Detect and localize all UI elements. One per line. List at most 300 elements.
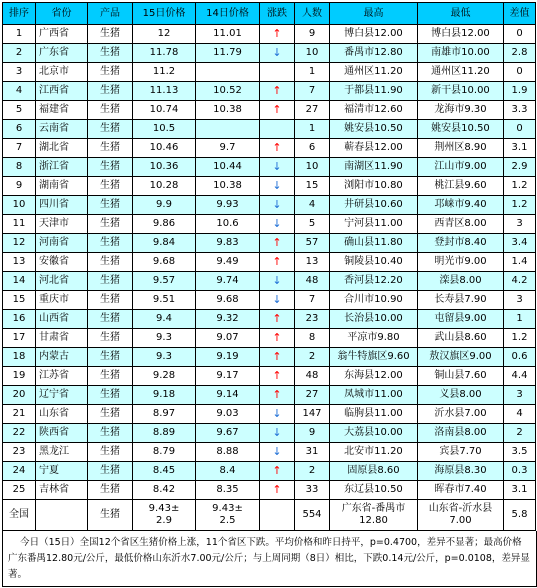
- low-cell: 姚安县10.50: [418, 120, 504, 139]
- rank-cell: 3: [3, 63, 36, 82]
- diff-cell: 1.9: [504, 82, 536, 101]
- price-15-cell: 9.68: [133, 253, 196, 272]
- low-cell: 桃江县9.60: [418, 177, 504, 196]
- price-14-cell: 8.88: [196, 443, 260, 462]
- arrow-down-icon: ↓: [272, 178, 282, 192]
- table-row: [3, 329, 536, 348]
- rank-cell: 21: [3, 405, 36, 424]
- total-price-14-mean: 9.43±: [212, 503, 243, 514]
- rank-cell: 11: [3, 215, 36, 234]
- price-15-cell: 9.9: [133, 196, 196, 215]
- diff-cell: 4.4: [504, 367, 536, 386]
- col-header-diff: 差值: [504, 3, 536, 25]
- product-cell: 生猪: [88, 348, 133, 367]
- trend-cell: [260, 291, 295, 310]
- arrow-up-icon: ↑: [272, 235, 282, 249]
- high-cell: 长治县10.00: [330, 310, 418, 329]
- province-cell: 江西省: [36, 82, 88, 101]
- arrow-up-icon: ↑: [272, 26, 282, 40]
- province-cell: 安徽省: [36, 253, 88, 272]
- arrow-up-icon: ↑: [272, 254, 282, 268]
- product-cell: 生猪: [88, 462, 133, 481]
- high-cell: 宁河县11.00: [330, 215, 418, 234]
- high-cell: 蕲春县12.00: [330, 139, 418, 158]
- low-cell: 铜山县7.60: [418, 367, 504, 386]
- low-cell: 敖汉旗区9.00: [418, 348, 504, 367]
- low-cell: 荆州区8.90: [418, 139, 504, 158]
- rank-cell: 6: [3, 120, 36, 139]
- total-price-14-sd: 2.5: [219, 515, 236, 526]
- product-cell: 生猪: [88, 177, 133, 196]
- arrow-down-icon: ↓: [272, 159, 282, 173]
- price-15-cell: 9.4: [133, 310, 196, 329]
- price-15-cell: 10.36: [133, 158, 196, 177]
- province-cell: 内蒙古: [36, 348, 88, 367]
- trend-cell: [260, 215, 295, 234]
- rank-cell: 23: [3, 443, 36, 462]
- total-high-price: 12.80: [359, 515, 388, 526]
- people-cell: 7: [295, 82, 330, 101]
- price-15-cell: 9.18: [133, 386, 196, 405]
- price-15-cell: 10.46: [133, 139, 196, 158]
- rank-cell: 16: [3, 310, 36, 329]
- province-cell: 甘肃省: [36, 329, 88, 348]
- high-cell: 浏阳市10.80: [330, 177, 418, 196]
- diff-cell: 0.6: [504, 348, 536, 367]
- price-15-cell: 8.97: [133, 405, 196, 424]
- product-cell: 生猪: [88, 25, 133, 44]
- price-14-cell: 10.38: [196, 101, 260, 120]
- price-15-cell: 9.84: [133, 234, 196, 253]
- arrow-up-icon: ↑: [272, 463, 282, 477]
- product-cell: 生猪: [88, 329, 133, 348]
- province-cell: 黑龙江: [36, 443, 88, 462]
- province-cell: 吉林省: [36, 481, 88, 500]
- low-cell: 南雄市10.00: [418, 44, 504, 63]
- price-report: [2, 2, 535, 587]
- trend-cell: [260, 120, 295, 139]
- price-15-cell: 12: [133, 25, 196, 44]
- people-cell: 7: [295, 291, 330, 310]
- trend-cell: [260, 158, 295, 177]
- rank-cell: 5: [3, 101, 36, 120]
- arrow-up-icon: ↑: [272, 349, 282, 363]
- price-14-cell: 9.83: [196, 234, 260, 253]
- product-cell: 生猪: [88, 424, 133, 443]
- total-high-place: 广东省-番禺市: [341, 503, 406, 514]
- product-cell: 生猪: [88, 481, 133, 500]
- summary-note: 今日（15日）全国12个省区生猪价格上涨，11个省区下跌。平均价格和昨日持平，p=0.4700，差异不显著；最高价格广东番禺12.80元/公斤，最低价格山东沂水7.00元/公斤；与上周同期（8日）相比，下跌0.14元/公斤，p=0.0108，差异显著。: [2, 531, 537, 587]
- people-cell: 57: [295, 234, 330, 253]
- province-cell: 辽宁省: [36, 386, 88, 405]
- price-15-cell: 9.86: [133, 215, 196, 234]
- total-price-15: [133, 500, 196, 531]
- product-cell: 生猪: [88, 196, 133, 215]
- total-diff: 5.8: [504, 500, 536, 531]
- low-cell: 通州区11.20: [418, 63, 504, 82]
- total-label: 全国: [3, 500, 36, 531]
- people-cell: 13: [295, 253, 330, 272]
- product-cell: 生猪: [88, 367, 133, 386]
- table-row: [3, 177, 536, 196]
- people-cell: 10: [295, 44, 330, 63]
- price-15-cell: 9.3: [133, 329, 196, 348]
- arrow-down-icon: ↓: [272, 406, 282, 420]
- trend-cell: [260, 177, 295, 196]
- high-cell: 铜陵县10.40: [330, 253, 418, 272]
- low-cell: 长寿县7.90: [418, 291, 504, 310]
- province-cell: 广西省: [36, 25, 88, 44]
- total-low-price: 7.00: [449, 515, 472, 526]
- rank-cell: 18: [3, 348, 36, 367]
- product-cell: 生猪: [88, 234, 133, 253]
- diff-cell: 3.1: [504, 139, 536, 158]
- table-row: [3, 462, 536, 481]
- trend-cell: [260, 405, 295, 424]
- people-cell: 6: [295, 139, 330, 158]
- rank-cell: 24: [3, 462, 36, 481]
- low-cell: 博白县12.00: [418, 25, 504, 44]
- total-price-14: [196, 500, 260, 531]
- total-low-place: 山东省-沂水县: [428, 503, 493, 514]
- people-cell: 33: [295, 481, 330, 500]
- arrow-up-icon: ↑: [272, 140, 282, 154]
- trend-cell: [260, 348, 295, 367]
- low-cell: 海原县8.30: [418, 462, 504, 481]
- total-trend-cell: [260, 500, 295, 531]
- people-cell: 2: [295, 348, 330, 367]
- rank-cell: 15: [3, 291, 36, 310]
- price-14-cell: 9.49: [196, 253, 260, 272]
- people-cell: 4: [295, 196, 330, 215]
- diff-cell: 4.2: [504, 272, 536, 291]
- rank-cell: 8: [3, 158, 36, 177]
- header-row: [3, 3, 536, 25]
- low-cell: 龙海市9.30: [418, 101, 504, 120]
- arrow-up-icon: ↑: [272, 387, 282, 401]
- total-product: 生猪: [88, 500, 133, 531]
- trend-cell: [260, 443, 295, 462]
- table-row: [3, 443, 536, 462]
- high-cell: 博白县12.00: [330, 25, 418, 44]
- table-row: [3, 481, 536, 500]
- trend-cell: [260, 329, 295, 348]
- col-header-high: 最高: [330, 3, 418, 25]
- price-15-cell: 9.3: [133, 348, 196, 367]
- people-cell: 147: [295, 405, 330, 424]
- col-header-price-14: 14日价格: [196, 3, 260, 25]
- price-15-cell: 8.79: [133, 443, 196, 462]
- price-14-cell: 10.52: [196, 82, 260, 101]
- arrow-up-icon: ↑: [272, 102, 282, 116]
- province-cell: 江苏省: [36, 367, 88, 386]
- low-cell: 沂水县7.00: [418, 405, 504, 424]
- arrow-up-icon: ↑: [272, 311, 282, 325]
- high-cell: 翁牛特旗区9.60: [330, 348, 418, 367]
- high-cell: 平凉市9.80: [330, 329, 418, 348]
- low-cell: 义县8.00: [418, 386, 504, 405]
- rank-cell: 25: [3, 481, 36, 500]
- high-cell: 凤城市11.00: [330, 386, 418, 405]
- price-14-cell: 9.67: [196, 424, 260, 443]
- province-cell: 陕西省: [36, 424, 88, 443]
- high-cell: 固原县8.60: [330, 462, 418, 481]
- col-header-low: 最低: [418, 3, 504, 25]
- table-row: [3, 348, 536, 367]
- low-cell: 洛南县8.00: [418, 424, 504, 443]
- rank-cell: 9: [3, 177, 36, 196]
- arrow-down-icon: ↓: [272, 273, 282, 287]
- product-cell: 生猪: [88, 101, 133, 120]
- price-15-cell: 8.89: [133, 424, 196, 443]
- price-14-cell: 9.14: [196, 386, 260, 405]
- product-cell: 生猪: [88, 272, 133, 291]
- people-cell: 9: [295, 25, 330, 44]
- rank-cell: 12: [3, 234, 36, 253]
- rank-cell: 19: [3, 367, 36, 386]
- trend-cell: [260, 424, 295, 443]
- low-cell: 明光市9.00: [418, 253, 504, 272]
- price-14-cell: [196, 120, 260, 139]
- price-14-cell: 10.6: [196, 215, 260, 234]
- trend-cell: [260, 386, 295, 405]
- province-cell: 河北省: [36, 272, 88, 291]
- diff-cell: 2: [504, 424, 536, 443]
- arrow-down-icon: ↓: [272, 292, 282, 306]
- col-header-price-15: 15日价格: [133, 3, 196, 25]
- price-table: [2, 2, 536, 531]
- high-cell: 姚安县10.50: [330, 120, 418, 139]
- price-14-cell: 9.03: [196, 405, 260, 424]
- arrow-up-icon: ↑: [272, 83, 282, 97]
- diff-cell: 0: [504, 120, 536, 139]
- diff-cell: 1: [504, 310, 536, 329]
- table-row: [3, 215, 536, 234]
- high-cell: 番禺市12.80: [330, 44, 418, 63]
- trend-cell: [260, 63, 295, 82]
- diff-cell: 0: [504, 63, 536, 82]
- low-cell: 宾县7.70: [418, 443, 504, 462]
- people-cell: 15: [295, 177, 330, 196]
- table-row: [3, 101, 536, 120]
- people-cell: 9: [295, 424, 330, 443]
- diff-cell: 3.4: [504, 234, 536, 253]
- col-header-trend: 涨跌: [260, 3, 295, 25]
- product-cell: 生猪: [88, 215, 133, 234]
- arrow-up-icon: ↑: [272, 368, 282, 382]
- table-row: [3, 424, 536, 443]
- high-cell: 临朐县11.00: [330, 405, 418, 424]
- high-cell: 于都县11.90: [330, 82, 418, 101]
- total-price-15-mean: 9.43±: [148, 503, 180, 514]
- people-cell: 23: [295, 310, 330, 329]
- people-cell: 1: [295, 120, 330, 139]
- diff-cell: 1.2: [504, 177, 536, 196]
- price-14-cell: [196, 63, 260, 82]
- trend-cell: [260, 272, 295, 291]
- high-cell: 东海县12.00: [330, 367, 418, 386]
- arrow-down-icon: ↓: [272, 444, 282, 458]
- rank-cell: 4: [3, 82, 36, 101]
- price-15-cell: 10.74: [133, 101, 196, 120]
- rank-cell: 1: [3, 25, 36, 44]
- province-cell: 河南省: [36, 234, 88, 253]
- diff-cell: 3: [504, 215, 536, 234]
- table-row: [3, 196, 536, 215]
- province-cell: 北京市: [36, 63, 88, 82]
- diff-cell: 3.1: [504, 481, 536, 500]
- price-14-cell: 9.19: [196, 348, 260, 367]
- product-cell: 生猪: [88, 291, 133, 310]
- price-15-cell: 11.13: [133, 82, 196, 101]
- price-15-cell: 11.2: [133, 63, 196, 82]
- trend-cell: [260, 25, 295, 44]
- price-15-cell: 9.57: [133, 272, 196, 291]
- diff-cell: 1.2: [504, 329, 536, 348]
- province-cell: 宁夏: [36, 462, 88, 481]
- low-cell: 西青区8.00: [418, 215, 504, 234]
- arrow-down-icon: ↓: [272, 425, 282, 439]
- people-cell: 10: [295, 158, 330, 177]
- total-row: [3, 500, 536, 531]
- high-cell: 合川市10.90: [330, 291, 418, 310]
- high-cell: 福清市12.60: [330, 101, 418, 120]
- total-price-15-sd: 2.9: [156, 515, 172, 526]
- arrow-down-icon: ↓: [272, 197, 282, 211]
- trend-cell: [260, 101, 295, 120]
- price-15-cell: 10.28: [133, 177, 196, 196]
- product-cell: 生猪: [88, 158, 133, 177]
- price-14-cell: 8.35: [196, 481, 260, 500]
- low-cell: 屯留县9.00: [418, 310, 504, 329]
- diff-cell: 0.3: [504, 462, 536, 481]
- diff-cell: 4: [504, 405, 536, 424]
- trend-cell: [260, 234, 295, 253]
- table-row: [3, 291, 536, 310]
- table-row: [3, 82, 536, 101]
- people-cell: 8: [295, 329, 330, 348]
- province-cell: 四川省: [36, 196, 88, 215]
- diff-cell: 1.4: [504, 253, 536, 272]
- table-row: [3, 63, 536, 82]
- price-14-cell: 11.01: [196, 25, 260, 44]
- high-cell: 确山县11.80: [330, 234, 418, 253]
- price-15-cell: 8.42: [133, 481, 196, 500]
- price-14-cell: 11.79: [196, 44, 260, 63]
- trend-cell: [260, 462, 295, 481]
- price-14-cell: 8.4: [196, 462, 260, 481]
- people-cell: 5: [295, 215, 330, 234]
- diff-cell: 2.8: [504, 44, 536, 63]
- product-cell: 生猪: [88, 386, 133, 405]
- price-15-cell: 8.45: [133, 462, 196, 481]
- product-cell: 生猪: [88, 310, 133, 329]
- table-row: [3, 386, 536, 405]
- table-row: [3, 139, 536, 158]
- province-cell: 山东省: [36, 405, 88, 424]
- product-cell: 生猪: [88, 120, 133, 139]
- people-cell: 27: [295, 101, 330, 120]
- high-cell: 东辽县10.50: [330, 481, 418, 500]
- diff-cell: 3: [504, 386, 536, 405]
- trend-cell: [260, 367, 295, 386]
- price-14-cell: 9.17: [196, 367, 260, 386]
- high-cell: 北安市11.20: [330, 443, 418, 462]
- total-province-cell: [36, 500, 88, 531]
- people-cell: 31: [295, 443, 330, 462]
- province-cell: 广东省: [36, 44, 88, 63]
- rank-cell: 7: [3, 139, 36, 158]
- low-cell: 邛崃市9.40: [418, 196, 504, 215]
- rank-cell: 20: [3, 386, 36, 405]
- diff-cell: 0: [504, 25, 536, 44]
- arrow-down-icon: ↓: [272, 45, 282, 59]
- province-cell: 浙江省: [36, 158, 88, 177]
- col-header-people: 人数: [295, 3, 330, 25]
- province-cell: 云南省: [36, 120, 88, 139]
- province-cell: 山西省: [36, 310, 88, 329]
- table-row: [3, 234, 536, 253]
- arrow-up-icon: ↑: [272, 482, 282, 496]
- price-14-cell: 9.74: [196, 272, 260, 291]
- price-14-cell: 10.44: [196, 158, 260, 177]
- high-cell: 香河县12.20: [330, 272, 418, 291]
- low-cell: 滦县8.00: [418, 272, 504, 291]
- trend-cell: [260, 481, 295, 500]
- people-cell: 48: [295, 367, 330, 386]
- trend-cell: [260, 310, 295, 329]
- price-15-cell: 10.5: [133, 120, 196, 139]
- col-header-product: 产品: [88, 3, 133, 25]
- price-14-cell: 9.32: [196, 310, 260, 329]
- table-row: [3, 405, 536, 424]
- province-cell: 福建省: [36, 101, 88, 120]
- rank-cell: 17: [3, 329, 36, 348]
- province-cell: 湖北省: [36, 139, 88, 158]
- low-cell: 登封市8.40: [418, 234, 504, 253]
- trend-cell: [260, 196, 295, 215]
- price-14-cell: 9.93: [196, 196, 260, 215]
- high-cell: 通州区11.20: [330, 63, 418, 82]
- price-14-cell: 9.7: [196, 139, 260, 158]
- rank-cell: 2: [3, 44, 36, 63]
- price-15-cell: 9.51: [133, 291, 196, 310]
- trend-cell: [260, 82, 295, 101]
- price-14-cell: 10.38: [196, 177, 260, 196]
- price-15-cell: 11.78: [133, 44, 196, 63]
- table-row: [3, 310, 536, 329]
- col-header-province: 省份: [36, 3, 88, 25]
- people-cell: 48: [295, 272, 330, 291]
- arrow-up-icon: ↑: [272, 330, 282, 344]
- province-cell: 天津市: [36, 215, 88, 234]
- low-cell: 晖春市7.40: [418, 481, 504, 500]
- table-row: [3, 158, 536, 177]
- total-high: [330, 500, 418, 531]
- low-cell: 武山县8.60: [418, 329, 504, 348]
- diff-cell: 3: [504, 291, 536, 310]
- price-15-cell: 9.28: [133, 367, 196, 386]
- rank-cell: 13: [3, 253, 36, 272]
- diff-cell: 2.9: [504, 158, 536, 177]
- table-row: [3, 367, 536, 386]
- diff-cell: 1.2: [504, 196, 536, 215]
- price-14-cell: 9.68: [196, 291, 260, 310]
- rank-cell: 14: [3, 272, 36, 291]
- product-cell: 生猪: [88, 405, 133, 424]
- product-cell: 生猪: [88, 44, 133, 63]
- col-header-rank: 排序: [3, 3, 36, 25]
